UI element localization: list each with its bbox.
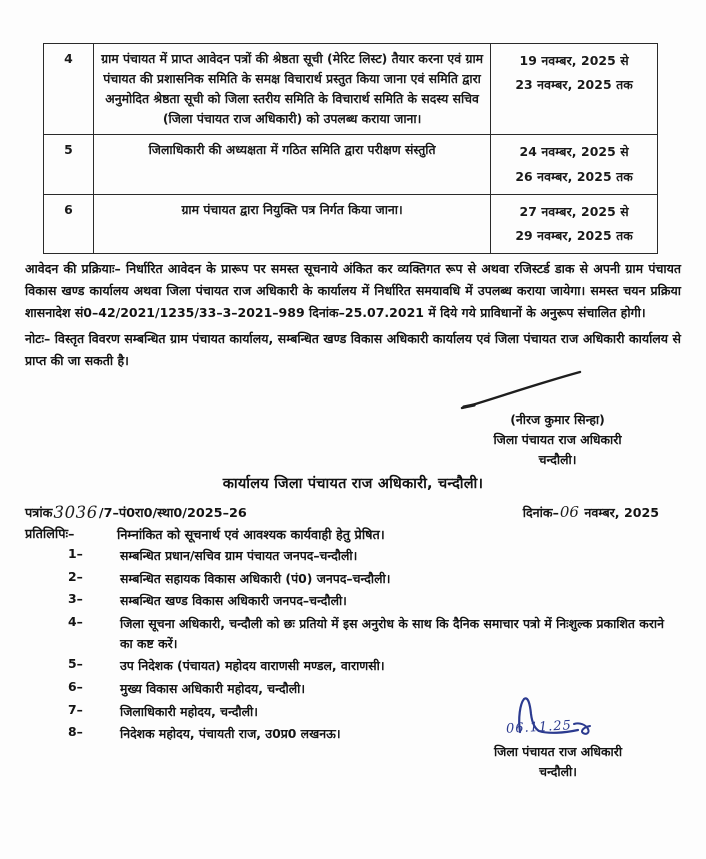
date-to: 23 नवम्बर, 2025 तक: [515, 77, 633, 93]
copy-instruction-text: निम्नांकित को सूचनार्थ एवं आवश्यक कार्यवाही हेतु प्रेषित।: [117, 528, 385, 543]
row-date-range: [491, 194, 658, 253]
row-description: ग्राम पंचायत में प्राप्त आवेदन पत्रों की श्रेष्ठता सूची (मेरिट लिस्ट) तैयार करना एवं ग्राम पंचायत की प्रशासनिक समिति के समक्ष विचारार्थ प्रस्तुत किया जाना एवं समिति द्वारा अनुमोदित श्रेष्ठता सूची को जिला स्तरीय समिति के विचारार्थ समिति के सदस्य सचिव (जिला पंचायत राज अधिकारी) को उपलब्ध कराया जाना।: [93, 44, 490, 135]
copy-label: प्रतिलिपिः–: [25, 527, 75, 542]
date-from: 24 नवम्बर, 2025 से: [519, 144, 629, 160]
application-process-text: निर्धारित आवेदन के प्रारूप पर समस्त सूचनाये अंकित कर व्यक्तिगत रूप से अथवा रजिस्टर्ड डाक से अपनी ग्राम पंचायत विकास खण्ड कार्यालय अथवा जिला पंचायत राज अधिकारी के कार्यालय में निर्धारित समयावधि में उपलब्ध कराया जायेगा। समस्त चयन प्रक्रिया शासनादेश सं0–42/2021/1235/33–3–2021–989 दिनांक–25.07.2021 में दिये गये प्राविधानों के अनुरूप संचालित होगी।: [25, 261, 681, 320]
body-paragraphs: [25, 258, 681, 372]
list-item: [68, 546, 668, 566]
list-item-text: निदेशक महोदय, पंचायती राज, उ0प्र0 लखनऊ।: [120, 726, 341, 742]
list-item-number: 1–: [68, 546, 83, 561]
list-item-text: जिलाधिकारी महोदय, चन्दौली।: [120, 703, 258, 719]
list-item-text: सम्बन्धित खण्ड विकास अधिकारी जनपद–चन्दौली।: [120, 593, 347, 609]
signatory-designation: जिला पंचायत राज अधिकारी: [493, 432, 622, 448]
list-item-number: 3–: [68, 591, 83, 607]
row-serial-number: 5: [44, 135, 94, 194]
row-serial-number: 4: [44, 44, 94, 135]
list-item-text: सम्बन्धित प्रधान/सचिव ग्राम पंचायत जनपद–चन्दौली।: [120, 548, 358, 563]
list-item: [68, 569, 668, 589]
list-item-number: 6–: [68, 679, 83, 695]
note-text: विस्तृत विवरण सम्बन्धित ग्राम पंचायत कार्यालय, सम्बन्धित खण्ड विकास अधिकारी कार्यालय एवं जिला पंचायत राज अधिकारी कार्यालय से प्राप्त की जा सकती है।: [25, 330, 681, 368]
list-item-text: सम्बन्धित सहायक विकास अधिकारी (पं0) जनपद–चन्दौली।: [120, 570, 391, 586]
handwritten-signature-icon: [440, 366, 675, 410]
note-paragraph: [25, 328, 681, 372]
signature-block-top: [440, 366, 675, 470]
list-item-number: 7–: [68, 701, 83, 717]
date-to: 29 नवम्बर, 2025 तक: [515, 227, 633, 243]
date-rest: नवम्बर, 2025: [579, 505, 659, 520]
row-description: ग्राम पंचायत द्वारा नियुक्ति पत्र निर्गत किया जाना।: [93, 194, 490, 253]
row-date-range: [491, 44, 658, 135]
list-item: [68, 614, 668, 654]
list-item-text: मुख्य विकास अधिकारी महोदय, चन्दौली।: [120, 681, 306, 697]
row-description: जिलाधिकारी की अध्यक्षता में गठित समिति द्वारा परीक्षण संस्तुति: [93, 135, 490, 194]
list-item-text: जिला सूचना अधिकारी, चन्दौली को छः प्रतियो में इस अनुरोध के साथ कि दैनिक समाचार पत्रो में निःशुल्क प्रकाशित कराने का कष्ट करें।: [120, 615, 664, 651]
application-process-paragraph: [25, 258, 681, 324]
handwritten-signature-icon: [438, 694, 678, 742]
list-item: [68, 591, 668, 611]
list-item-number: 4–: [68, 613, 83, 629]
list-item-number: 2–: [68, 568, 83, 584]
row-serial-number: 6: [44, 194, 94, 253]
date-to: 26 नवम्बर, 2025 तक: [515, 168, 633, 184]
office-heading: कार्यालय जिला पंचायत राज अधिकारी, चन्दौली।: [222, 476, 484, 492]
list-item-text: उप निदेशक (पंचायत) महोदय वाराणसी मण्डल, वाराणसी।: [120, 658, 385, 674]
patrank-label: पत्रांक: [25, 506, 53, 521]
signatory-place: चन्दौली।: [538, 452, 577, 468]
note-label: नोटः–: [25, 330, 51, 346]
list-item: [68, 656, 668, 676]
copy-to-row: [25, 524, 681, 543]
date-from: 27 नवम्बर, 2025 से: [519, 203, 629, 219]
patrank-suffix: /7–पं0रा0/स्था0/2025–26: [98, 506, 247, 521]
letter-reference-row: [25, 503, 681, 525]
application-process-label: आवेदन की प्रक्रियाः–: [25, 261, 121, 276]
signatory-name: (नीरज कुमार सिन्हा): [510, 412, 605, 427]
schedule-table: [43, 43, 658, 254]
date-handwritten-value: 06: [559, 503, 579, 521]
list-item-number: 5–: [68, 656, 83, 672]
letter-number: [25, 503, 247, 522]
row-date-range: [491, 135, 658, 194]
date-label: दिनांक–: [522, 505, 559, 520]
table-row: [44, 194, 658, 253]
date-from: 19 नवम्बर, 2025 से: [519, 53, 629, 68]
signature-handwritten-date: 06.11.25: [505, 718, 573, 737]
letter-date: [523, 503, 659, 521]
signatory-designation: जिला पंचायत राज अधिकारी: [493, 744, 623, 759]
signatory-place: चन्दौली।: [539, 764, 577, 780]
list-item-number: 8–: [68, 724, 83, 740]
table-row: [44, 135, 658, 194]
signature-block-bottom: [438, 694, 678, 782]
patrank-handwritten-value: 3036: [53, 503, 98, 522]
table-row: [44, 44, 658, 135]
